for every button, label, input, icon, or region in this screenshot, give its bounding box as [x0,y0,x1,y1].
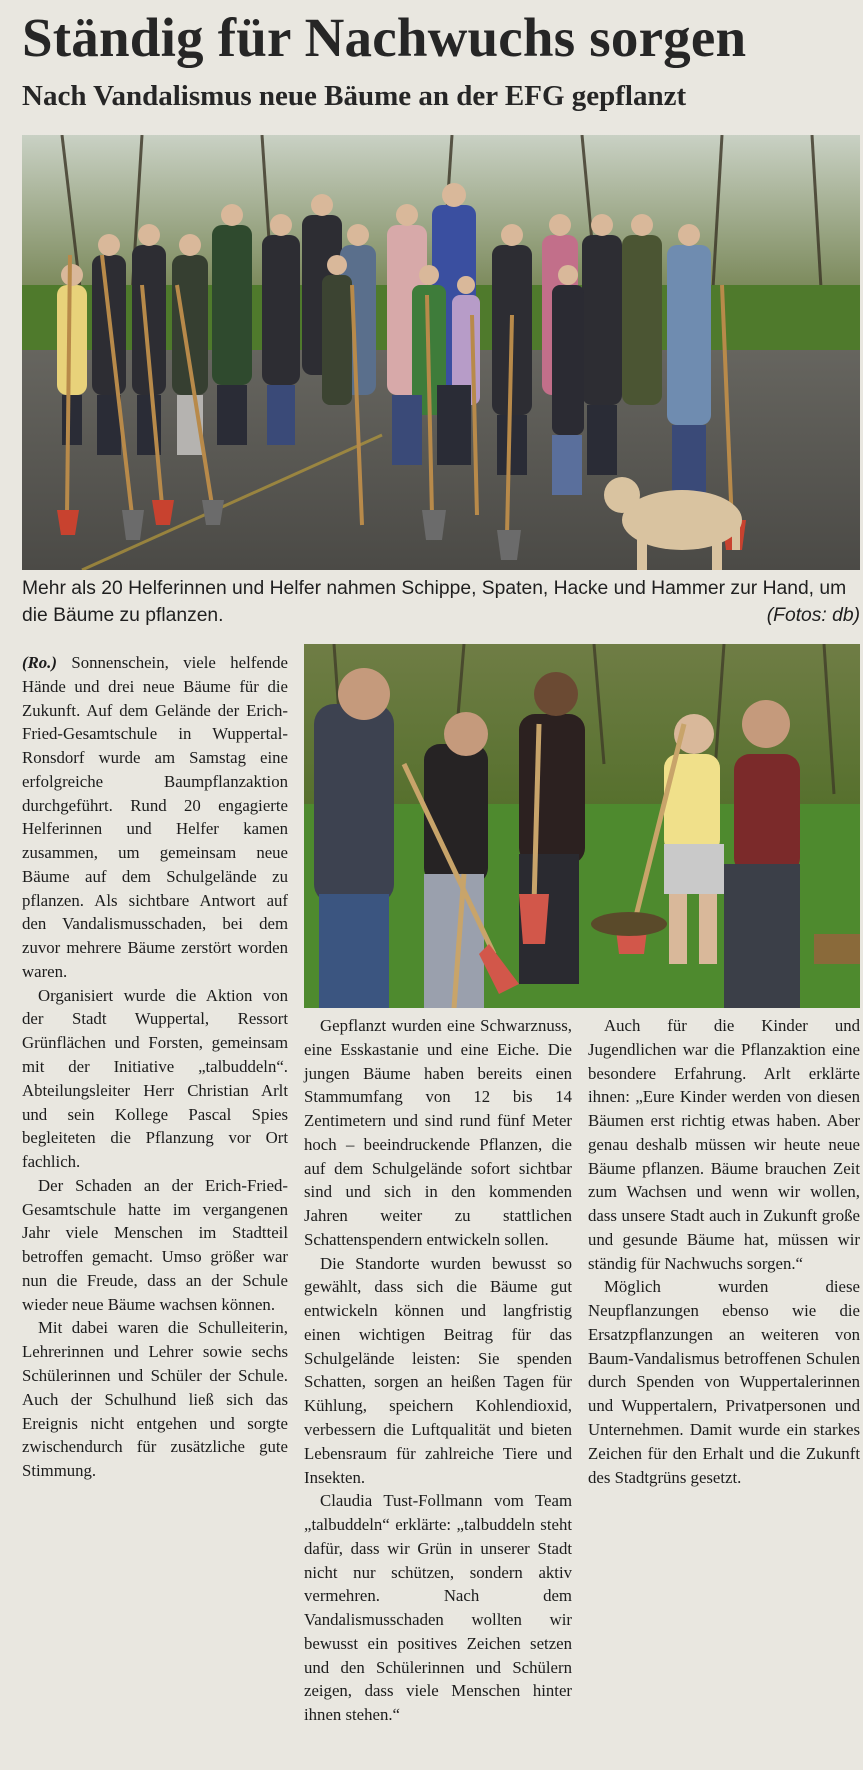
paragraph-4: Mit dabei waren die Schulleiterin, Lehrerinnen und Lehrer sowie sechs Schülerinnen und Schüler der Schule. Auch der Schulhund ließ sich das Ereignis nicht entgehen und sorgte zwischendurch für zusätzliche gute Stimmung. [22,1318,288,1481]
photo-caption [22,575,860,629]
planting-photo-image [304,644,860,1008]
caption-text: Mehr als 20 Helferinnen und Helfer nahmen Schippe, Spaten, Hacke und Hammer zur Hand, um die Bäume zu pflanzen. [22,578,847,626]
photo-credit: (Fotos: db) [766,605,860,626]
article-subheadline: Nach Vandalismus neue Bäume an der EFG gepflanzt [22,80,687,112]
paragraph-7: Claudia Tust-Follmann vom Team „talbuddeln“ erklärte: „talbuddeln steht dafür, dass wir Grün in unserer Stadt nicht nur schützen, sondern aktiv vermehren. Nach dem Vandalismusschaden wollten wir bewusst ein positives Zeichen setzen und den Schülerinnen und Schülern zeigen, dass viele Menschen hinter ihnen stehen.“ [304,1491,572,1725]
group-photo [22,135,860,570]
paragraph-8: Auch für die Kinder und Jugendlichen war die Pflanzaktion eine besondere Erfahrung. Arlt erklärte ihnen: „Eure Kinder werden von diesen Bäumen erst richtig etwas haben. Aber genau deshalb müssen wir heute neue Bäume pflanzen. Bäume brauchen Zeit zum Wachsen und wenn wir wollen, dass unsere Stadt auch in Zukunft große und gesunde Bäume hat, müssen wir ständig für Nachwuchs sorgen.“ [588,1016,860,1273]
article-column-1 [22,651,288,1483]
paragraph-3: Der Schaden an der Erich-Fried-Gesamtschule hatte im vergangenen Jahr viele Menschen im Stadtteil betroffen gemacht. Umso größer war nun die Freude, dass an der Schule wieder neue Bäume wachsen können. [22,1175,288,1314]
article-column-3 [588,1014,860,1489]
paragraph-1-text: Sonnenschein, viele helfende Hände und drei neue Bäume für die Zukunft. Auf dem Gelände der Erich-Fried-Gesamtschule in Wuppertal-Ronsdorf wurde am Samstag eine erfolgreiche Baumpflanzaktion durchgeführt. Rund 20 engagierte Helferinnen und Helfer kamen zusammen, um gemeinsam neue Bäume auf dem Schulgelände zu pflanzen. Als sichtbare Antwort auf den Vandalismusschaden, bei dem zuvor mehrere Bäume zerstört worden waren. [22,653,288,981]
article-headline: Ständig für Nachwuchs sorgen [22,7,747,68]
dateline: (Ro.) [22,653,57,672]
paragraph-2: Organisiert wurde die Aktion von der Stadt Wuppertal, Ressort Grünflächen und Forsten, gemeinsam mit der Initiative „talbuddeln“. Abteilungsleiter Herr Christian Arlt und sein Kollege Pascal Spies begleiteten die Pflanzung vor Ort fachlich. [22,985,288,1172]
article-column-2 [304,1014,572,1727]
paragraph-6: Die Standorte wurden bewusst so gewählt, dass sich die Bäume gut entwickeln können und langfristig einen wichtigen Beitrag für das Schulgelände leisten: Sie spenden Schatten, sorgen an heißen Tagen für Kühlung, speichern Kohlendioxid, verbessern die Luftqualität und bieten Lebensraum für zahlreiche Tiere und Insekten. [304,1253,572,1487]
group-photo-image [22,135,860,570]
planting-photo [304,644,860,1008]
paragraph-5: Gepflanzt wurden eine Schwarznuss, eine Esskastanie und eine Eiche. Die jungen Bäume haben bereits einen Stammumfang von 12 bis 14 Zentimetern und sind rund fünf Meter hoch – beeindruckende Pflanzen, die auf dem Schulgelände sofort sichtbar sind und sich in den kommenden Jahren weiter zu stattlichen Schattenspendern entwickeln sollen. [304,1016,572,1249]
paragraph-9: Möglich wurden diese Neupflanzungen ebenso wie die Ersatzpflanzungen an weiteren von Baum-Vandalismus betroffenen Schulen durch Spenden von Wuppertalerinnen und Wuppertalern, Privatpersonen und Unternehmen. Damit wurde ein starkes Zeichen für den Erhalt und die Zukunft des Stadtgrüns gesetzt. [588,1277,860,1487]
paragraph-1 [22,651,288,984]
